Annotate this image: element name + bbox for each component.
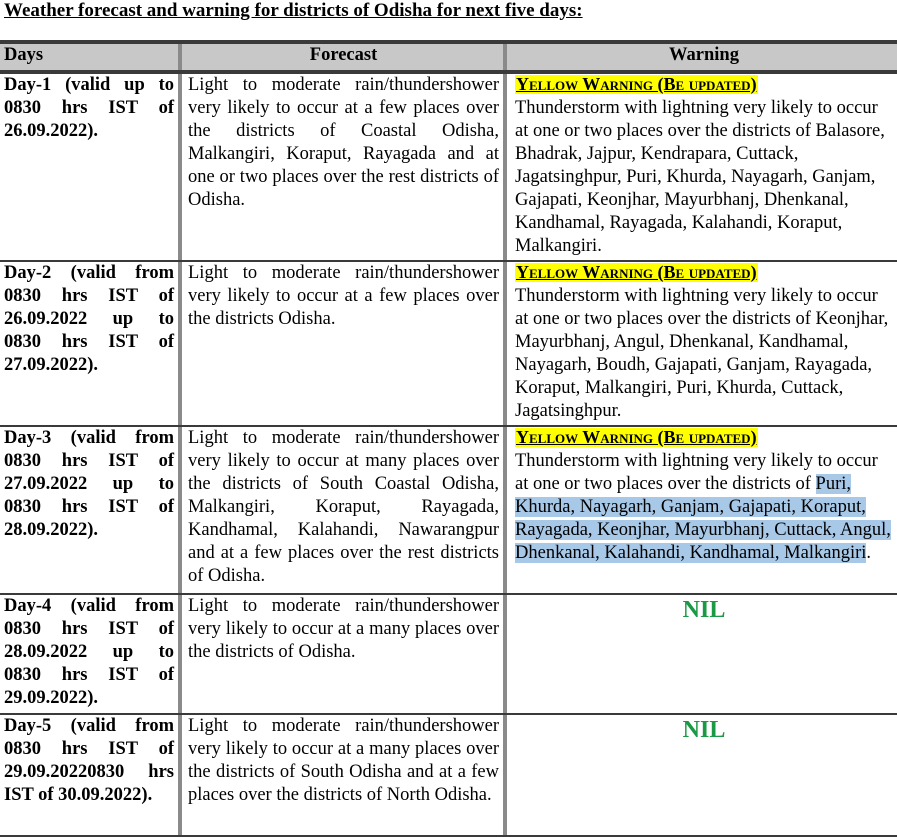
days-cell: Day-3 (valid from 0830 hrs IST of 27.09.2022 up to 0830 hrs IST of 28.09.2022). [0,427,182,593]
table-row [0,595,897,715]
warning-nil: NIL [682,597,726,623]
yellow-warning-badge: Yellow Warning (Be updated) [516,74,757,94]
days-cell: Day-1 (valid up to 0830 hrs IST of 26.09.2022). [0,74,182,260]
yellow-warning-badge: Yellow Warning (Be updated) [516,262,757,282]
warning-text: Thunderstorm with lightning very likely to occur at one or two places over the districts of [515,451,878,494]
warning-cell [507,262,897,425]
days-cell: Day-2 (valid from 0830 hrs IST of 26.09.2022 up to 0830 hrs IST of 27.09.2022). [0,262,182,425]
forecast-cell: Light to moderate rain/thundershower very likely to occur at a many places over the districts of South Odisha and at a few places over the districts of North Odisha. [182,715,507,835]
forecast-cell: Light to moderate rain/thundershower very likely to occur at a many places over the districts of Odisha. [182,595,507,713]
table-row [0,427,897,595]
forecast-cell: Light to moderate rain/thundershower very likely to occur at many places over the districts of South Coastal Odisha, Malkangiri, Koraput, Rayagada, Kandhamal, Kalahandi, Nawarangpur and at a few places over the rest districts of Odisha. [182,427,507,593]
table-row [0,262,897,427]
warning-text: Thunderstorm with lightning very likely to occur at one or two places over the districts of Balasore, Bhadrak, Jajpur, Kendrapara, Cuttack, Jagatsinghpur, Puri, Khurda, Nayagarh, Ganjam, Gajapati, Keonjhar, Mayurbhanj, Dhenkanal, Kandhamal, Rayagada, Kalahandi, Koraput, Malkangiri. [515,98,885,256]
header-days: Days [0,44,182,70]
table-row [0,715,897,837]
highlighted-districts: Puri, Khurda, Nayagarh, Ganjam, Gajapati, Koraput, Rayagada, Keonjhar, Mayurbhanj, Cuttack, Angul, Dhenkanal, Kalahandi, Kandhamal, Malkangiri [515,474,891,563]
warning-nil: NIL [682,717,726,743]
forecast-cell: Light to moderate rain/thundershower very likely to occur at a few places over the districts Odisha. [182,262,507,425]
warning-text-end: . [866,543,872,563]
warning-cell [507,74,897,260]
forecast-cell: Light to moderate rain/thundershower very likely to occur at a few places over the districts of Coastal Odisha, Malkangiri, Koraput, Rayagada and at one or two places over the rest districts of Odisha. [182,74,507,260]
forecast-table [0,40,897,837]
table-header-row [0,40,897,74]
header-warning: Warning [669,45,739,65]
header-forecast: Forecast [182,44,507,70]
warning-cell [507,427,897,593]
days-cell: Day-5 (valid from 0830 hrs IST of 29.09.20220830 hrs IST of 30.09.2022). [0,715,182,835]
days-cell: Day-4 (valid from 0830 hrs IST of 28.09.2022 up to 0830 hrs IST of 29.09.2022). [0,595,182,713]
table-row [0,74,897,262]
yellow-warning-badge: Yellow Warning (Be updated) [516,427,757,447]
page-title: Weather forecast and warning for districts of Odisha for next five days: [4,0,583,21]
warning-text: Thunderstorm with lightning very likely to occur at one or two places over the districts of Keonjhar, Mayurbhanj, Angul, Dhenkanal, Kandhamal, Nayagarh, Boudh, Gajapati, Ganjam, Rayagada, Koraput, Malkangiri, Puri, Khurda, Cuttack, Jagatsinghpur. [515,286,889,421]
